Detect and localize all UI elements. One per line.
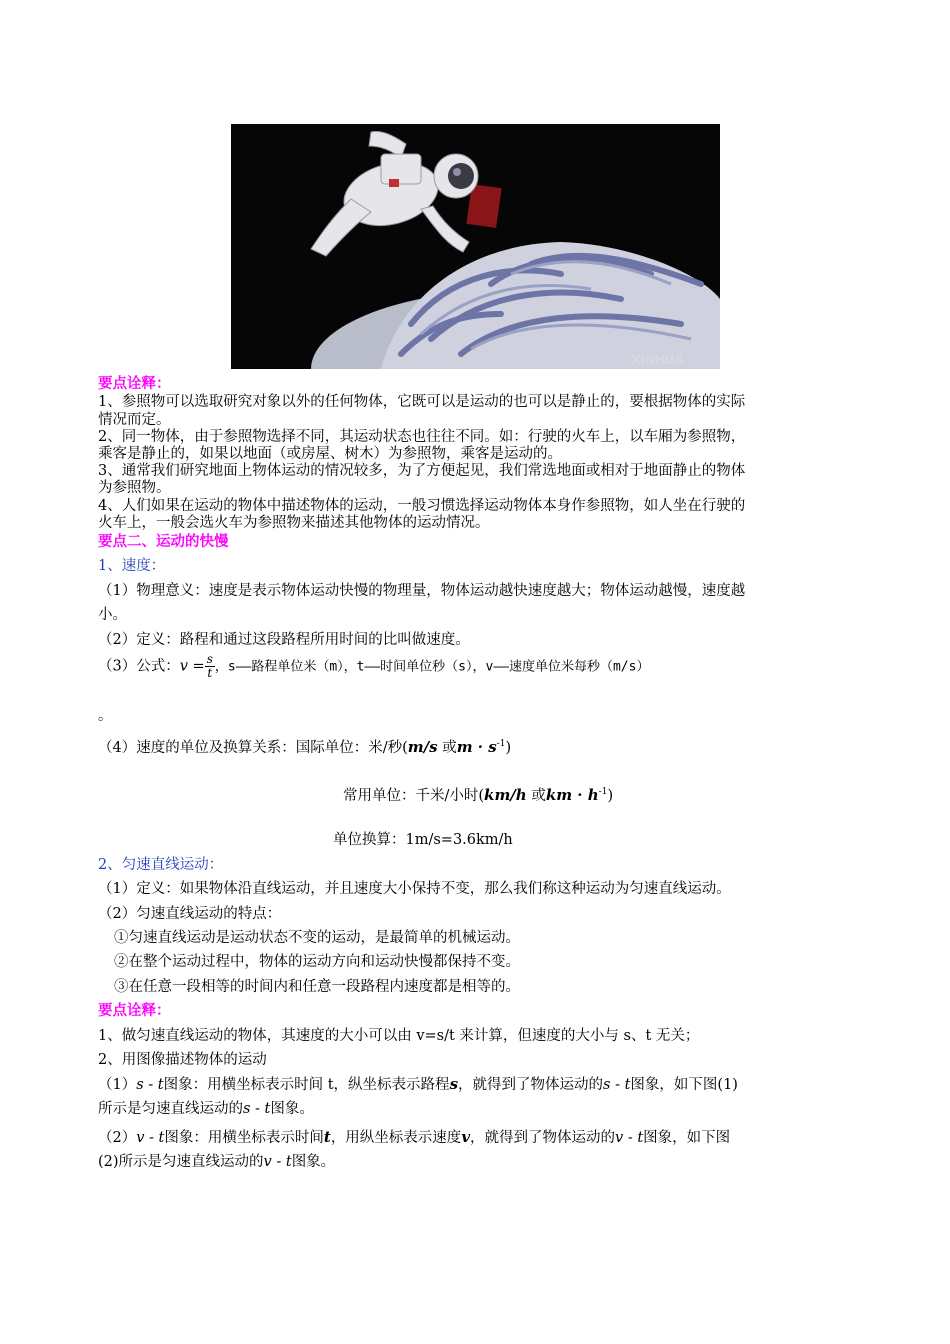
- uniform-motion-title: 2、匀速直线运动：: [98, 857, 224, 873]
- vt-text-6: 图象。: [291, 1154, 336, 1170]
- speed-units-line: [98, 736, 511, 757]
- formula-equals: =: [192, 658, 205, 675]
- formula-v: v: [179, 658, 188, 675]
- st-label-1: （1）: [98, 1077, 137, 1093]
- formula-denominator: t: [207, 666, 213, 680]
- note-4-line-b: 火车上，一般会选火车为参照物来描述其他物体的运动情况。: [98, 515, 490, 531]
- note-4-line-a: 4、人们如果在运动的物体中描述物体的运动，一般习惯选择运动物体本身作参照物，如人坐在行驶的: [98, 498, 746, 514]
- svg-text:XINHUA: XINHUA: [631, 353, 684, 367]
- units-prefix: （4）速度的单位及换算关系：国际单位：米/秒(: [98, 740, 408, 756]
- st-text-3: 图象，如下图(1): [630, 1077, 738, 1093]
- vt-graph-line-a: [98, 1126, 730, 1147]
- s-symbol: s: [449, 1075, 459, 1093]
- formula-end-mark: 。: [98, 708, 113, 724]
- note-graph-intro: 2、用图像描述物体的运动: [98, 1052, 267, 1068]
- note-1-line-a: 1、参照物可以选取研究对象以外的任何物体，它既可以是运动的也可以是静止的，要根据物体的实际: [98, 394, 746, 410]
- vt-text-5: (2)所示是匀速直线运动的: [98, 1154, 264, 1170]
- formula-prefix: （3）公式：: [98, 658, 180, 675]
- uniform-feature-2: ②在整个运动过程中，物体的运动方向和运动快慢都保持不变。: [114, 954, 520, 970]
- vt-graph-line-b: [98, 1150, 335, 1171]
- common-exponent: -1: [598, 787, 608, 798]
- key-points-heading: 要点诠释：: [98, 376, 171, 392]
- unit-exponent: -1: [496, 739, 506, 750]
- st-text-1: 图象：用横坐标表示时间 t，纵坐标表示路程: [163, 1077, 450, 1093]
- speed-meaning-line-a: （1）物理意义：速度是表示物体运动快慢的物理量，物体运动越快速度越大；物体运动越慢，速度越: [98, 583, 746, 599]
- st-text-5: 图象。: [270, 1101, 314, 1117]
- section-heading-speed: 要点二、运动的快慢: [98, 534, 229, 550]
- t-symbol: t: [323, 1128, 331, 1146]
- speed-meaning-line-b: 小。: [98, 607, 127, 623]
- units-close: ): [505, 740, 512, 756]
- speed-formula-line: [98, 653, 649, 680]
- formula-fraction: [205, 653, 215, 680]
- unit-km-per-h: km/h: [484, 786, 527, 804]
- uniform-feature-1: ①匀速直线运动是运动状态不变的运动，是最简单的机械运动。: [114, 930, 520, 946]
- unit-m-s-inverse: m · s: [456, 738, 497, 756]
- st-graph-line-b: [98, 1097, 314, 1118]
- vt-symbol-2: v - t: [615, 1130, 644, 1146]
- key-points-heading-2: 要点诠释：: [98, 1003, 171, 1019]
- st-symbol-2: s - t: [603, 1077, 631, 1093]
- speed-definition: （2）定义：路程和通过这段路程所用时间的比叫做速度。: [98, 632, 470, 648]
- vt-symbol-3: v - t: [263, 1154, 292, 1170]
- common-prefix: 常用单位：千米/小时(: [343, 788, 485, 804]
- vt-symbol: v - t: [136, 1130, 165, 1146]
- st-text-2: ，就得到了物体运动的: [458, 1077, 604, 1093]
- uniform-features-title: （2）匀速直线运动的特点：: [98, 906, 282, 922]
- formula-explanation: ，s——路程单位米（m），t——时间单位秒（s），v——速度单位米每秒（m/s）: [214, 659, 650, 675]
- st-symbol-3: s - t: [243, 1101, 271, 1117]
- st-symbol: s - t: [136, 1077, 164, 1093]
- common-close: ): [607, 788, 614, 804]
- formula-numerator: s: [206, 652, 213, 666]
- st-graph-line-a: [98, 1073, 738, 1094]
- units-or: 或: [442, 740, 457, 756]
- vt-text-1: 图象：用横坐标表示时间: [164, 1130, 324, 1146]
- note-2-line-b: 乘客是静止的，如果以地面（或房屋、树木）为参照物，乘客是运动的。: [98, 446, 562, 462]
- note-3-line-a: 3、通常我们研究地面上物体运动的情况较多，为了方便起见，我们常选地面或相对于地面静止的物体: [98, 463, 746, 479]
- astronaut-spacewalk-photo: [231, 124, 720, 369]
- v-symbol: v: [461, 1128, 471, 1146]
- vt-text-4: 图象，如下图: [643, 1130, 731, 1146]
- vt-label-2: （2）: [98, 1130, 137, 1146]
- speed-title: 1、速度：: [98, 558, 166, 574]
- st-text-4: 所示是匀速直线运动的: [98, 1101, 243, 1117]
- vt-text-2: ，用纵坐标表示速度: [330, 1130, 462, 1146]
- note-speed-calculation: 1、做匀速直线运动的物体，其速度的大小可以由 v=s/t 来计算，但速度的大小与 s、t 无关；: [98, 1028, 700, 1044]
- vt-text-3: ，就得到了物体运动的: [470, 1130, 616, 1146]
- unit-m-per-s: m/s: [407, 738, 438, 756]
- note-3-line-b: 为参照物。: [98, 480, 171, 496]
- common-units-line: [343, 784, 613, 805]
- unit-km-h-inverse: km · h: [545, 786, 599, 804]
- unit-conversion: 单位换算：1m/s=3.6km/h: [333, 832, 513, 848]
- note-2-line-a: 2、同一物体，由于参照物选择不同，其运动状态也往往不同。如：行驶的火车上，以车厢为参照物，: [98, 429, 746, 445]
- note-1-line-b: 情况而定。: [98, 412, 171, 428]
- uniform-definition: （1）定义：如果物体沿直线运动，并且速度大小保持不变，那么我们称这种运动为匀速直线运动。: [98, 881, 731, 897]
- common-or: 或: [531, 788, 546, 804]
- uniform-feature-3: ③在任意一段相等的时间内和任意一段路程内速度都是相等的。: [114, 979, 520, 995]
